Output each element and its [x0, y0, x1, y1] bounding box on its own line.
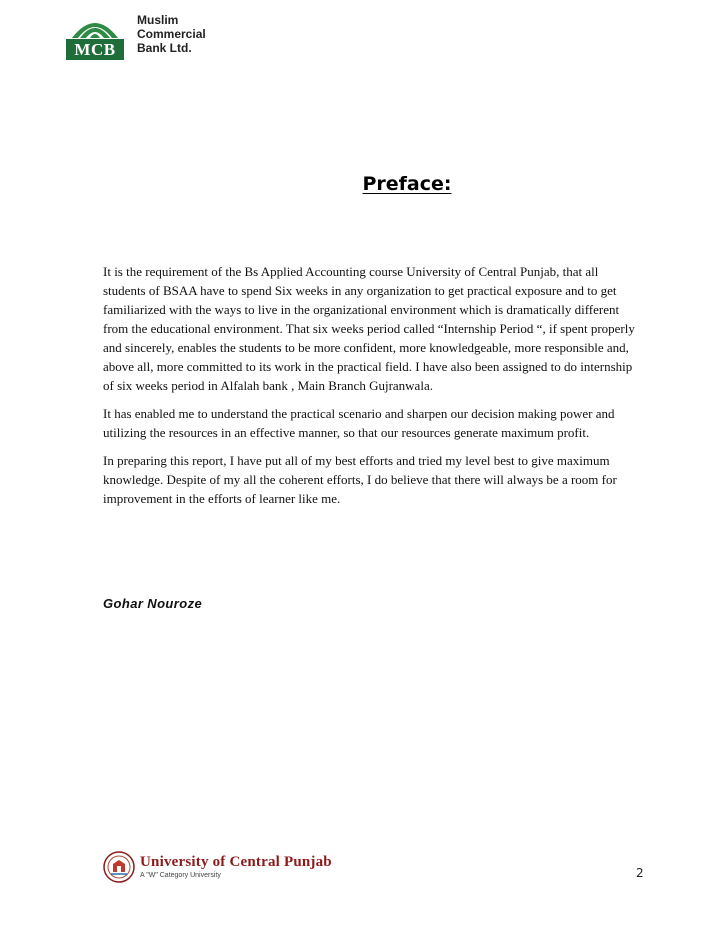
bank-name — [137, 13, 206, 55]
paragraph: In preparing this report, I have put all of my best efforts and tried my level best to give maximum knowledge. Despite of my all the coherent efforts, I do believe that there will always be a room for improvement in the efforts of learner like me. — [103, 453, 617, 506]
university-tagline: A "W" Category University — [140, 872, 221, 879]
paragraph: It has enabled me to understand the practical scenario and sharpen our decision making power and utilizing the resources in an effective manner, so that our resources generate maximum profit. — [103, 406, 615, 440]
university-seal-icon — [103, 850, 135, 884]
author-signature: Gohar Nouroze — [103, 596, 203, 611]
ucp-footer-logo — [103, 850, 343, 886]
page-title: Preface: — [362, 173, 452, 195]
university-name: University of Central Punjab — [140, 854, 332, 870]
preface-body — [103, 262, 643, 517]
page-title-container — [0, 172, 728, 196]
page-number: 2 — [636, 866, 644, 880]
bank-name-line: Bank Ltd. — [137, 41, 192, 55]
mcb-logo — [66, 10, 236, 60]
mcb-logo-letters: MCB — [66, 39, 124, 60]
bank-name-line: Muslim — [137, 13, 179, 27]
bank-name-line: Commercial — [137, 27, 206, 41]
paragraph: It is the requirement of the Bs Applied Accounting course University of Central Punjab, that all students of BSAA have to spend Six weeks in any organization to get practical exposure and to get familiarized with the ways to live in the organizational environment which is dramatically different from the educational environment. That six weeks period called “Internship Period “, if spent properly and sincerely, enables the students to be more confident, more knowledgeable, more responsible and, above all, more committed to its work in the practical field. I have also been assigned to do internship of six weeks period in Alfalah bank , Main Branch Gujranwala. — [103, 264, 635, 393]
